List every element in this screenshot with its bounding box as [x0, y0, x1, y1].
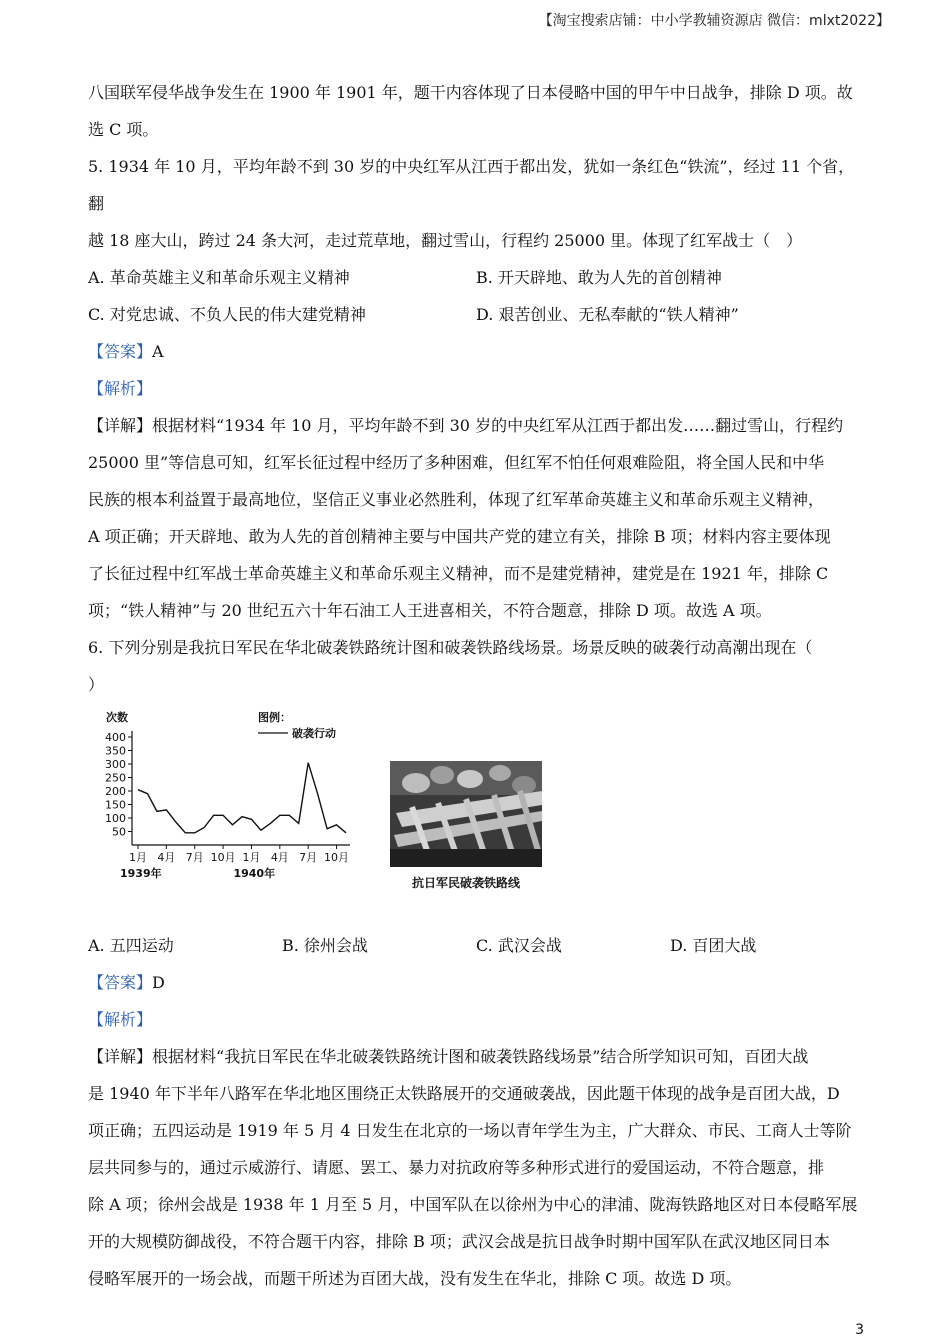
detail-line	[88, 1038, 864, 1075]
question-5-options-row-2	[88, 296, 864, 333]
answer-tag: 【答案】	[88, 973, 153, 992]
analysis-line	[88, 1001, 864, 1038]
y-tick-label: 150	[105, 798, 126, 812]
y-tick-label: 50	[112, 825, 126, 839]
detail-tag: 【详解】	[88, 1047, 153, 1066]
figures	[88, 709, 864, 919]
detail-line: A 项正确；开天辟地、敢为人先的首创精神主要与中国共产党的建立有关，排除 B 项；材料内容主要体现	[88, 527, 831, 546]
page-header: 【淘宝搜索店铺：中小学教辅资源店 微信：mlxt2022】	[538, 13, 890, 29]
option-a: A. 五四运动	[88, 936, 174, 955]
answer-line	[88, 333, 864, 370]
legend-title: 图例：	[258, 711, 291, 724]
detail-text: 根据材料“1934 年 10 月，平均年龄不到 30 岁的中央红军从江西于都出发……翻过雪山，行程约	[152, 416, 844, 435]
option-b: B. 开天辟地、敢为人先的首创精神	[476, 268, 722, 287]
question-5-stem: 5. 1934 年 10 月，平均年龄不到 30 岁的中央红军从江西于都出发，犹如一条红色“铁流”，经过 11 个省，翻	[88, 157, 855, 213]
text-line: 选 C 项。	[88, 120, 159, 139]
x-tick-label: 4月	[270, 851, 289, 864]
answer-value: D	[152, 973, 165, 992]
question-6-options	[88, 927, 864, 964]
detail-tag: 【详解】	[88, 416, 153, 435]
detail-text: 根据材料“我抗日军民在华北破袭铁路统计图和破袭铁路线场景”结合所学知识可知，百团大战	[152, 1047, 809, 1066]
detail-line: 25000 里”等信息可知，红军长征过程中经历了多种困难，但红军不怕任何艰难险阻，将全国人民和中华	[88, 453, 825, 472]
document-body	[88, 74, 864, 1297]
option-d: D. 百团大战	[670, 936, 757, 955]
railway-photo-image	[390, 761, 542, 867]
photo-figure	[390, 761, 542, 891]
option-c: C. 武汉会战	[476, 936, 562, 955]
question-5-options-row-1	[88, 259, 864, 296]
x-year-label: 1939年	[120, 867, 162, 880]
y-tick-label: 250	[105, 771, 126, 785]
railway-photo	[390, 761, 542, 867]
series-line	[138, 763, 346, 833]
detail-line: 侵略军展开的一场会战，而题干所述为百团大战，没有发生在华北，排除 C 项。故选 D 项。	[88, 1269, 742, 1288]
y-tick-label: 400	[105, 731, 126, 744]
option-c: C. 对党忠诚、不负人民的伟大建党精神	[88, 305, 366, 324]
legend-label: 破袭行动	[292, 727, 336, 740]
x-tick-label: 7月	[299, 851, 318, 864]
question-6-stem: ）	[88, 675, 105, 694]
detail-line: 是 1940 年下半年八路军在华北地区围绕正太铁路展开的交通破袭战，因此题干体现的战争是百团大战，D	[88, 1084, 840, 1103]
answer-line	[88, 964, 864, 1001]
option-b: B. 徐州会战	[282, 936, 368, 955]
x-tick-label: 1月	[242, 851, 261, 864]
y-axis-label: 次数	[106, 711, 128, 724]
question-6-stem: 6. 下列分别是我抗日军民在华北破袭铁路统计图和破袭铁路线场景。场景反映的破袭行动高潮出现在（	[88, 638, 813, 657]
photo-caption: 抗日军民破袭铁路线	[411, 876, 520, 890]
y-tick-label: 200	[105, 785, 126, 798]
detail-line: 了长征过程中红军战士革命英雄主义和革命乐观主义精神，而不是建党精神，建党是在 1921 年，排除 C	[88, 564, 829, 583]
detail-line: 项；“铁人精神”与 20 世纪五六十年石油工人王进喜相关，不符合题意，排除 D 项。故选 A 项。	[88, 601, 772, 620]
x-tick-label: 1月	[129, 851, 147, 864]
question-5-stem: 越 18 座大山，跨过 24 条大河，走过荒草地，翻过雪山，行程约 25000 里。体现了红军战士（ ）	[88, 231, 803, 250]
detail-line: 民族的根本利益置于最高地位，坚信正义事业必然胜利，体现了红军革命英雄主义和革命乐观主义精神，	[88, 490, 825, 509]
x-tick-label: 7月	[185, 851, 204, 864]
detail-line: 除 A 项；徐州会战是 1938 年 1 月至 5 月，中国军队在以徐州为中心的津浦、陇海铁路地区对日本侵略军展	[88, 1195, 858, 1214]
y-tick-label: 300	[105, 758, 126, 771]
y-tick-label: 350	[105, 744, 126, 758]
analysis-tag: 【解析】	[88, 379, 153, 398]
x-year-label: 1940年	[233, 867, 276, 880]
x-tick-label: 10月	[210, 851, 236, 864]
page-number: 3	[855, 1322, 864, 1338]
option-d: D. 艰苦创业、无私奉献的“铁人精神”	[476, 305, 739, 324]
detail-line	[88, 407, 864, 444]
answer-value: A	[152, 342, 164, 361]
railway-sabotage-chart	[88, 709, 358, 919]
text-line: 八国联军侵华战争发生在 1900 年 1901 年，题干内容体现了日本侵略中国的甲午中日战争，排除 D 项。故	[88, 83, 853, 102]
x-tick-label: 4月	[157, 851, 176, 864]
detail-line: 开的大规模防御战役，不符合题干内容，排除 B 项；武汉会战是抗日战争时期中国军队在武汉地区同日本	[88, 1232, 830, 1251]
answer-tag: 【答案】	[88, 342, 153, 361]
y-tick-label: 100	[105, 812, 126, 825]
detail-line: 层共同参与的，通过示威游行、请愿、罢工、暴力对抗政府等多种形式进行的爱国运动，不符合题意，排	[88, 1158, 825, 1177]
detail-line: 项正确；五四运动是 1919 年 5 月 4 日发生在北京的一场以青年学生为主，广大群众、市民、工商人士等阶	[88, 1121, 852, 1140]
analysis-tag: 【解析】	[88, 1010, 153, 1029]
analysis-line	[88, 370, 864, 407]
option-a: A. 革命英雄主义和革命乐观主义精神	[88, 268, 350, 287]
x-tick-label: 10月	[324, 851, 350, 864]
